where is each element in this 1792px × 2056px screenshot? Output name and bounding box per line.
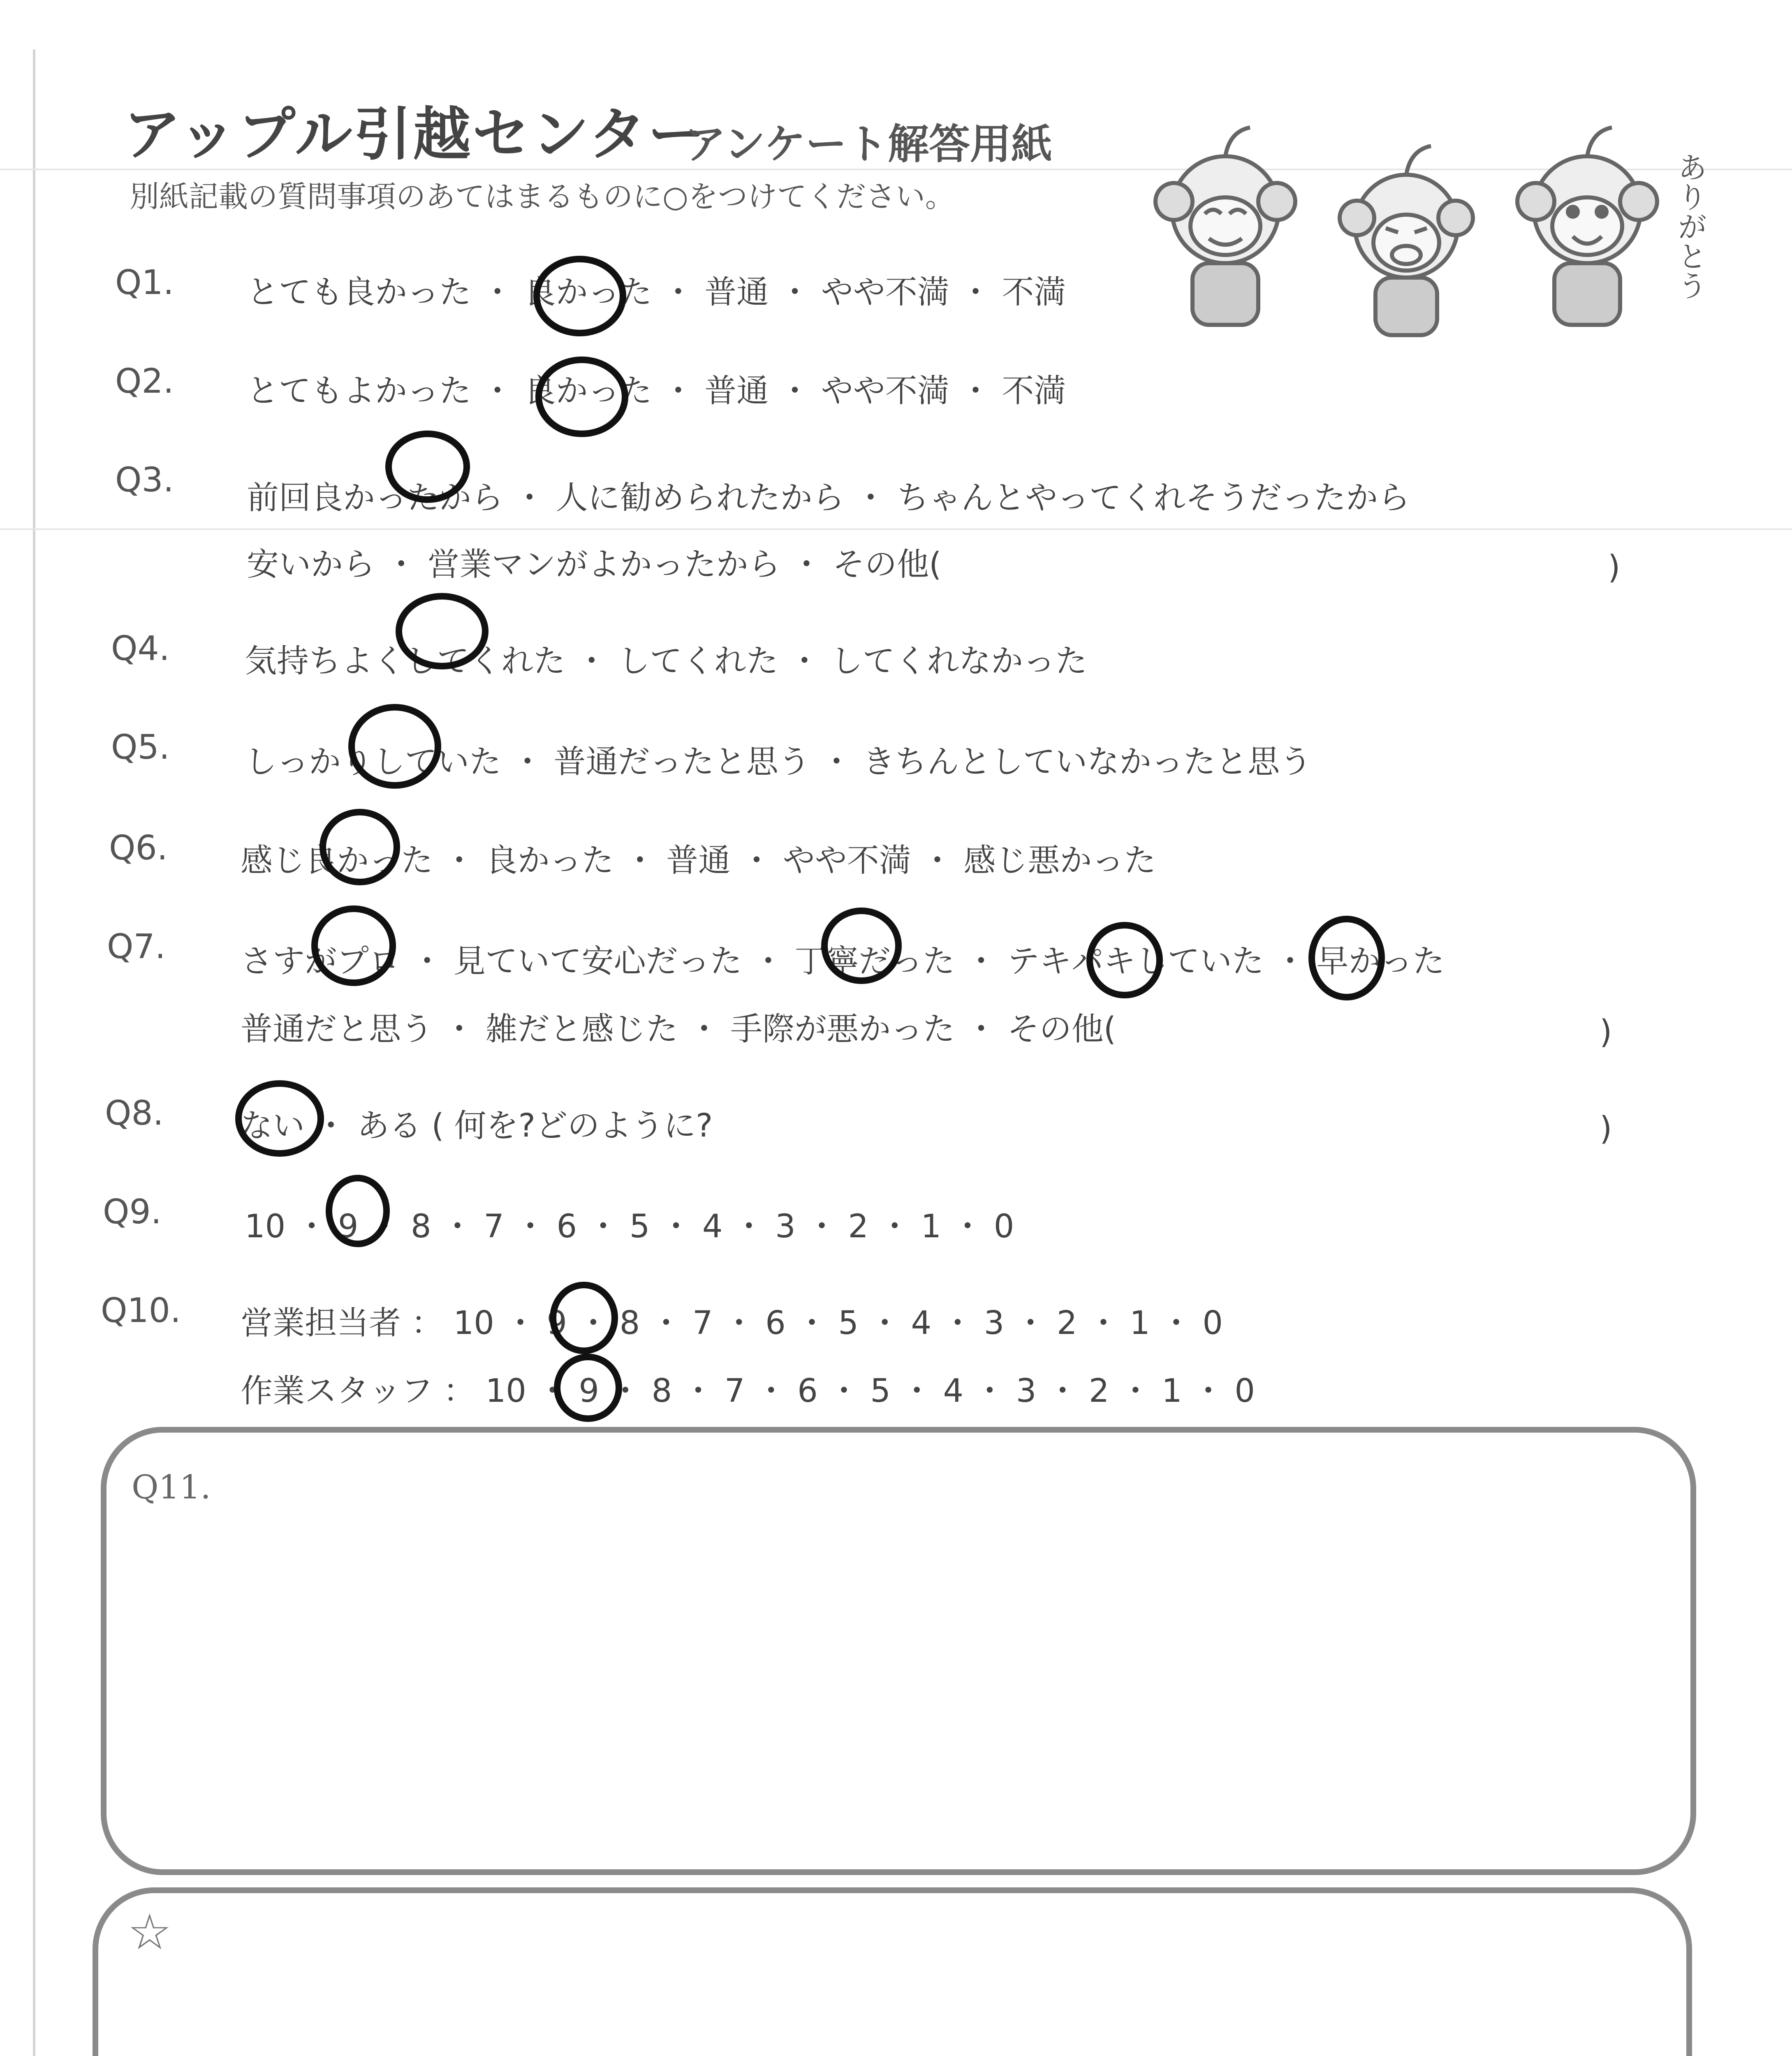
question-number: Q10. [101, 1291, 181, 1330]
close-paren: ) [1600, 1014, 1612, 1051]
question-options: 気持ちよくしてくれた ・ してくれた ・ してくれなかった [245, 643, 1088, 680]
question-number: Q8. [105, 1094, 164, 1133]
close-paren: ) [1600, 1110, 1612, 1147]
question-options: しっかりしていた ・ 普通だったと思う ・ きちんとしていなかったと思う [245, 743, 1312, 780]
mascot-thanks-text: ありがとう [1673, 152, 1707, 300]
monkey-icon [1155, 127, 1295, 325]
question-options: 感じ良かった ・ 良かった ・ 普通 ・ やや不満 ・ 感じ悪かった [241, 842, 1156, 879]
question-options: 普通だと思う ・ 雑だと感じた ・ 手際が悪かった ・ その他( [241, 1011, 1116, 1048]
page-edge [33, 49, 35, 2056]
close-paren: ) [1608, 549, 1621, 586]
question-number: Q3. [115, 461, 174, 500]
monkey-mascots-illustration [1143, 115, 1719, 345]
question-options: 作業スタッフ ： 10 ・ 9 ・ 8 ・ 7 ・ 6 ・ 5 ・ 4 ・ 3 ・ 2 ・ 1 ・ 0 [241, 1373, 1255, 1410]
question-options: とても良かった ・ 良かった ・ 普通 ・ やや不満 ・ 不満 [247, 274, 1066, 311]
question-options: 営業担当者 ： 10 ・ 9 ・ 8 ・ 7 ・ 6 ・ 5 ・ 4 ・ 3 ・ 2 ・ 1 ・ 0 [241, 1305, 1223, 1342]
question-options: ない ・ ある ( 何を?どのように? [241, 1107, 713, 1144]
form-subtitle: アンケート解答用紙 [685, 120, 1052, 168]
question-number: Q5. [111, 728, 170, 767]
company-title: アップル引越センター [123, 101, 707, 168]
question-options: 10 ・ 9 ・ 8 ・ 7 ・ 6 ・ 5 ・ 4 ・ 3 ・ 2 ・ 1 ・ 0 [245, 1208, 1014, 1245]
question-number: Q1. [115, 263, 174, 302]
question-options: さすがプロ ・ 見ていて安心だった ・ 丁寧だった ・ テキパキしていた ・ 早かった [241, 943, 1445, 980]
instruction-text: 別紙記載の質問事項のあてはまるものに○をつけてください。 [130, 179, 955, 214]
faint-line [0, 528, 1792, 530]
question-number: Q2. [115, 362, 174, 401]
question-number: Q6. [109, 829, 168, 868]
q11-answer-box[interactable] [101, 1427, 1696, 1875]
question-options: とてもよかった ・ 良かった ・ 普通 ・ やや不満 ・ 不満 [247, 373, 1066, 410]
question-options: 安いから ・ 営業マンがよかったから ・ その他( [247, 546, 942, 583]
question-options: 前回良かったから ・ 人に勧められたから ・ ちゃんとやってくれそうだったから [247, 479, 1410, 516]
question-number: Q4. [111, 629, 170, 668]
q11-label: Q11. [132, 1468, 211, 1506]
question-number: Q7. [107, 927, 166, 966]
monkey-icon [1517, 127, 1657, 325]
question-number: Q9. [103, 1192, 162, 1232]
monkey-icon [1340, 146, 1473, 335]
star-icon: ☆ [127, 1904, 172, 1961]
comment-box[interactable] [93, 1887, 1692, 2056]
